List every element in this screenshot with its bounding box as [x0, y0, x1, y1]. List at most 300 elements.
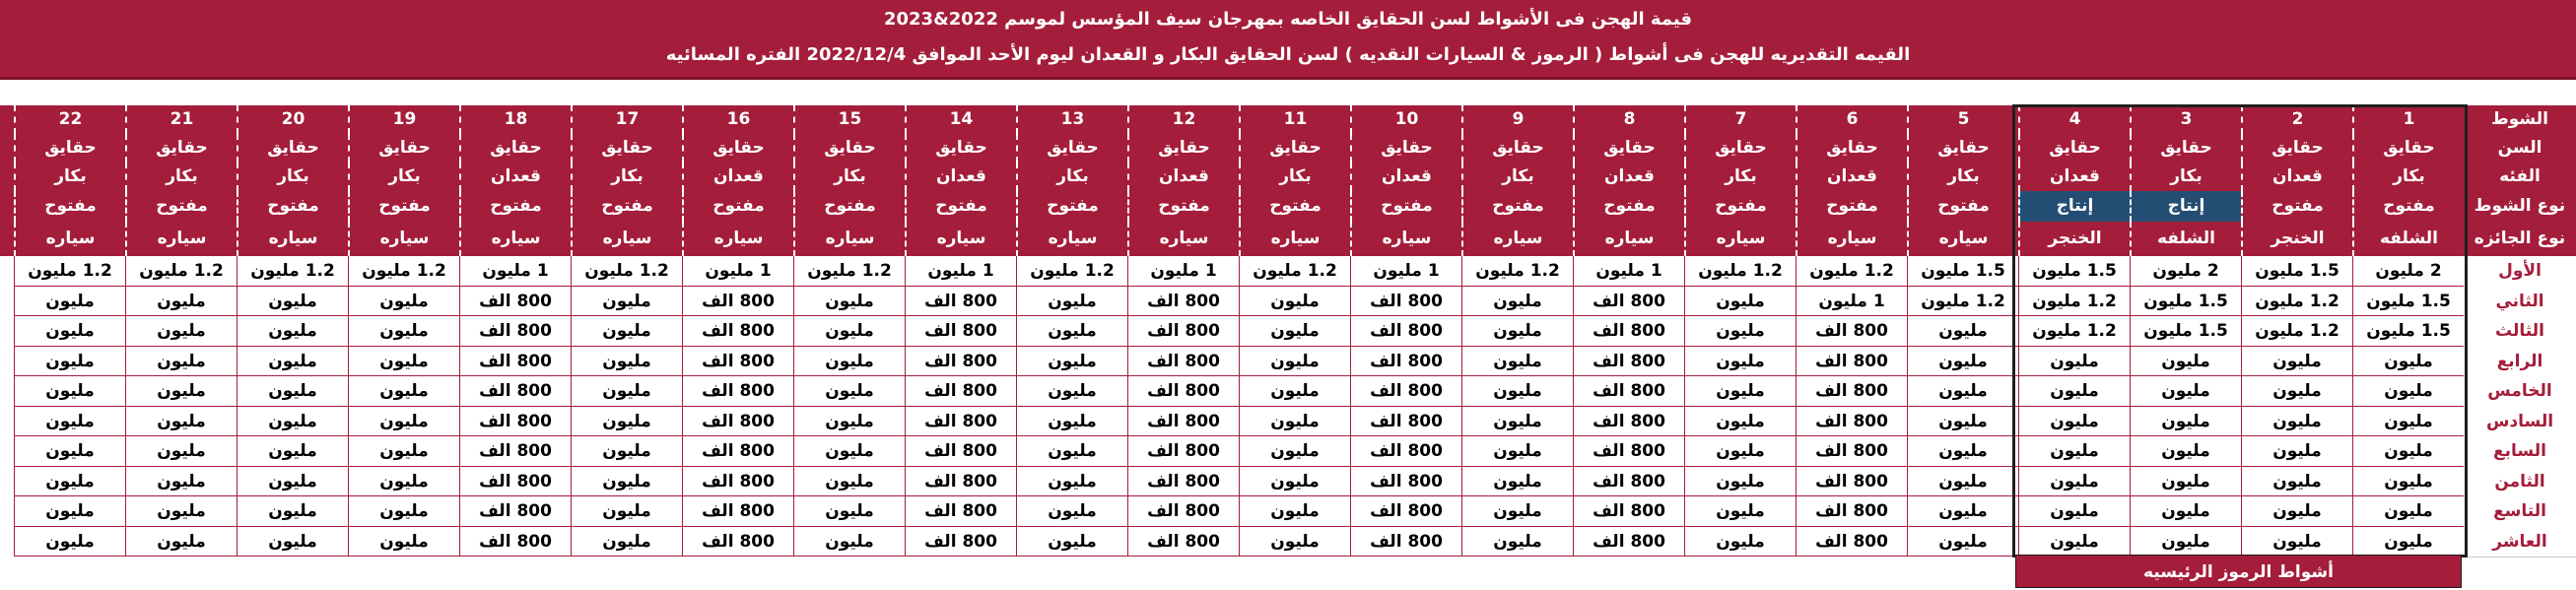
- prize-value-cell: 800 الف: [459, 316, 571, 347]
- header-cell-no: 12: [1127, 105, 1239, 134]
- prize-value-cell: 800 الف: [905, 407, 1016, 437]
- prize-value-cell: 1 مليون: [905, 256, 1016, 287]
- prize-value-cell: 1.5 مليون: [2018, 256, 2130, 287]
- round-column-16: [682, 105, 793, 557]
- prize-value-cell: مليون: [793, 287, 905, 317]
- prize-table: [0, 105, 2576, 557]
- prize-value-cell: مليون: [571, 467, 682, 497]
- header-cell-cat: بكار: [348, 163, 459, 191]
- prize-value-cell: 800 الف: [459, 347, 571, 377]
- header-cell-age: حقايق: [571, 134, 682, 163]
- header-cell-type: مفتوح: [1907, 191, 2018, 222]
- prize-value-cell: 800 الف: [905, 527, 1016, 557]
- header-cell-age: حقايق: [237, 134, 348, 163]
- prize-value-cell: مليون: [1461, 496, 1573, 527]
- prize-value-cell: مليون: [1239, 436, 1350, 467]
- header-cell-no: 6: [1796, 105, 1907, 134]
- prize-value-cell: 800 الف: [905, 376, 1016, 407]
- prize-value-cell: مليون: [2352, 496, 2464, 527]
- prize-value-cell: 800 الف: [459, 407, 571, 437]
- prize-value-cell: مليون: [571, 496, 682, 527]
- prize-value-cell: مليون: [14, 316, 125, 347]
- prize-value-cell: 800 الف: [682, 287, 793, 317]
- round-column-2: [2241, 105, 2352, 557]
- prize-value-cell: مليون: [2241, 407, 2352, 437]
- prize-value-cell: 1 مليون: [682, 256, 793, 287]
- prize-value-cell: مليون: [237, 496, 348, 527]
- header-cell-cat: بكار: [237, 163, 348, 191]
- prize-value-cell: مليون: [2130, 496, 2241, 527]
- prize-value-cell: 1.5 مليون: [1907, 256, 2018, 287]
- prize-value-cell: مليون: [14, 287, 125, 317]
- prize-value-cell: 800 الف: [459, 467, 571, 497]
- prize-value-cell: مليون: [2352, 407, 2464, 437]
- prize-value-cell: مليون: [2018, 407, 2130, 437]
- header-cell-cat: بكار: [1239, 163, 1350, 191]
- prize-value-cell: 800 الف: [1796, 347, 1907, 377]
- header-cell-prize: سياره: [1127, 222, 1239, 256]
- row-label-header-0: الشوط: [2464, 105, 2576, 134]
- header-cell-no: 10: [1350, 105, 1461, 134]
- prize-value-cell: 800 الف: [1350, 527, 1461, 557]
- prize-value-cell: 1 مليون: [1127, 256, 1239, 287]
- header-cell-cat: بكار: [571, 163, 682, 191]
- prize-value-cell: مليون: [1461, 527, 1573, 557]
- prize-value-cell: مليون: [1461, 287, 1573, 317]
- prize-value-cell: 1.5 مليون: [2130, 316, 2241, 347]
- header-cell-type: مفتوح: [793, 191, 905, 222]
- prize-value-cell: مليون: [571, 436, 682, 467]
- round-column-7: [1684, 105, 1796, 557]
- prize-value-cell: مليون: [14, 347, 125, 377]
- header-cell-type: مفتوح: [348, 191, 459, 222]
- prize-value-cell: مليون: [1239, 496, 1350, 527]
- header-cell-no: 21: [125, 105, 237, 134]
- row-label-rank-4: الرابع: [2464, 347, 2576, 378]
- prize-value-cell: مليون: [237, 376, 348, 407]
- prize-value-cell: مليون: [1239, 347, 1350, 377]
- main-symbols-rounds-footer: أشواط الرموز الرئيسيه: [2015, 555, 2462, 588]
- prize-value-cell: مليون: [793, 407, 905, 437]
- prize-value-cell: مليون: [1239, 527, 1350, 557]
- prize-value-cell: 800 الف: [1350, 376, 1461, 407]
- prize-value-cell: مليون: [793, 316, 905, 347]
- prize-value-cell: 800 الف: [1796, 496, 1907, 527]
- header-cell-prize: سياره: [237, 222, 348, 256]
- prize-value-cell: 800 الف: [1573, 376, 1684, 407]
- prize-value-cell: مليون: [1684, 467, 1796, 497]
- prize-value-cell: 1 مليون: [459, 256, 571, 287]
- round-column-21: [125, 105, 237, 557]
- round-column-17: [571, 105, 682, 557]
- header-cell-cat: قعدان: [2241, 163, 2352, 191]
- header-cell-prize: سياره: [348, 222, 459, 256]
- round-column-19: [348, 105, 459, 557]
- header-cell-type: مفتوح: [1573, 191, 1684, 222]
- prize-value-cell: 1.2 مليون: [1239, 256, 1350, 287]
- header-cell-no: 15: [793, 105, 905, 134]
- header-cell-age: حقايق: [1016, 134, 1127, 163]
- row-label-rank-3: الثالث: [2464, 316, 2576, 348]
- round-column-3: [2130, 105, 2241, 557]
- prize-value-cell: مليون: [1016, 496, 1127, 527]
- header-cell-cat: قعدان: [1127, 163, 1239, 191]
- prize-value-cell: مليون: [1907, 347, 2018, 377]
- prize-value-cell: 800 الف: [905, 347, 1016, 377]
- header-cell-type: مفتوح: [682, 191, 793, 222]
- prize-value-cell: مليون: [1684, 527, 1796, 557]
- prize-value-cell: 1.5 مليون: [2352, 287, 2464, 317]
- header-cell-prize: سياره: [1239, 222, 1350, 256]
- prize-value-cell: مليون: [1239, 407, 1350, 437]
- header-cell-age: حقايق: [1573, 134, 1684, 163]
- prize-value-cell: مليون: [348, 316, 459, 347]
- prize-value-cell: مليون: [2130, 467, 2241, 497]
- prize-value-cell: 800 الف: [1127, 527, 1239, 557]
- header-cell-type: مفتوح: [459, 191, 571, 222]
- prize-value-cell: مليون: [125, 496, 237, 527]
- header-cell-age: حقايق: [348, 134, 459, 163]
- row-label-rank-7: السابع: [2464, 436, 2576, 468]
- prize-value-cell: مليون: [571, 407, 682, 437]
- prize-value-cell: 800 الف: [682, 407, 793, 437]
- prize-value-cell: مليون: [2130, 436, 2241, 467]
- prize-value-cell: 800 الف: [905, 436, 1016, 467]
- header-cell-age: حقايق: [1239, 134, 1350, 163]
- header-cell-cat: بكار: [1684, 163, 1796, 191]
- header-cell-prize: سياره: [905, 222, 1016, 256]
- prize-value-cell: مليون: [2130, 376, 2241, 407]
- prize-value-cell: 800 الف: [1573, 467, 1684, 497]
- prize-value-cell: مليون: [793, 376, 905, 407]
- prize-value-cell: مليون: [348, 376, 459, 407]
- prize-value-cell: 1.2 مليون: [2241, 316, 2352, 347]
- prize-value-cell: مليون: [1907, 407, 2018, 437]
- prize-value-cell: مليون: [1684, 436, 1796, 467]
- prize-value-cell: 800 الف: [1127, 347, 1239, 377]
- header-cell-prize: سياره: [1684, 222, 1796, 256]
- prize-value-cell: مليون: [1907, 376, 2018, 407]
- round-column-10: [1350, 105, 1461, 557]
- round-column-15: [793, 105, 905, 557]
- prize-value-cell: مليون: [1016, 436, 1127, 467]
- prize-value-cell: مليون: [2018, 527, 2130, 557]
- prize-value-cell: مليون: [2241, 347, 2352, 377]
- prize-value-cell: مليون: [1016, 407, 1127, 437]
- prize-value-cell: 800 الف: [682, 376, 793, 407]
- prize-value-cell: مليون: [571, 376, 682, 407]
- prize-value-cell: مليون: [237, 287, 348, 317]
- prize-value-cell: مليون: [14, 407, 125, 437]
- header-cell-no: 14: [905, 105, 1016, 134]
- header-cell-prize: سياره: [571, 222, 682, 256]
- prize-value-cell: 1.2 مليون: [1684, 256, 1796, 287]
- header-cell-no: 4: [2018, 105, 2130, 134]
- header-cell-no: 20: [237, 105, 348, 134]
- prize-value-cell: مليون: [2241, 527, 2352, 557]
- header-cell-no: 1: [2352, 105, 2464, 134]
- row-label-rank-1: الأول: [2464, 256, 2576, 288]
- prize-value-cell: مليون: [793, 527, 905, 557]
- header-cell-type: مفتوح: [905, 191, 1016, 222]
- header-cell-cat: بكار: [14, 163, 125, 191]
- row-label-header-1: السن: [2464, 134, 2576, 163]
- round-column-12: [1127, 105, 1239, 557]
- prize-value-cell: 800 الف: [1350, 316, 1461, 347]
- page-subtitle: القيمه التقديريه للهجن فى أشواط ( الرموز & السيارات النقديه ) لسن الحقايق البكار و القعدان ليوم الأحد الموافق 2022/12/4 الفتره المسائيه: [665, 44, 1911, 65]
- header-cell-type: مفتوح: [1350, 191, 1461, 222]
- prize-value-cell: مليون: [14, 527, 125, 557]
- round-column-5: [1907, 105, 2018, 557]
- prize-value-cell: مليون: [1461, 407, 1573, 437]
- prize-value-cell: 800 الف: [1350, 287, 1461, 317]
- header-cell-no: 2: [2241, 105, 2352, 134]
- header-cell-cat: قعدان: [2018, 163, 2130, 191]
- prize-value-cell: 1.2 مليون: [1796, 256, 1907, 287]
- prize-value-cell: مليون: [1461, 376, 1573, 407]
- prize-value-cell: مليون: [793, 436, 905, 467]
- prize-value-cell: مليون: [125, 407, 237, 437]
- prize-value-cell: مليون: [348, 436, 459, 467]
- header-cell-prize: الخنجر: [2018, 222, 2130, 256]
- header-cell-age: حقايق: [14, 134, 125, 163]
- header-cell-no: 5: [1907, 105, 2018, 134]
- prize-value-cell: مليون: [1684, 376, 1796, 407]
- prize-value-cell: 800 الف: [905, 316, 1016, 347]
- prize-value-cell: 1.2 مليون: [2018, 287, 2130, 317]
- prize-value-cell: 800 الف: [1573, 527, 1684, 557]
- prize-value-cell: 1.2 مليون: [571, 256, 682, 287]
- prize-value-cell: مليون: [237, 436, 348, 467]
- header-cell-no: 9: [1461, 105, 1573, 134]
- header-cell-type: مفتوح: [237, 191, 348, 222]
- prize-value-cell: مليون: [2241, 436, 2352, 467]
- header-cell-prize: الشلفه: [2130, 222, 2241, 256]
- header-cell-prize: سياره: [459, 222, 571, 256]
- row-label-header-3: نوع الشوط: [2464, 191, 2576, 222]
- prize-value-cell: مليون: [125, 287, 237, 317]
- prize-value-cell: مليون: [14, 467, 125, 497]
- header-cell-type: مفتوح: [2241, 191, 2352, 222]
- prize-value-cell: مليون: [2130, 347, 2241, 377]
- prize-value-cell: 800 الف: [682, 347, 793, 377]
- prize-value-cell: 800 الف: [1127, 436, 1239, 467]
- prize-value-cell: مليون: [14, 496, 125, 527]
- prize-value-cell: مليون: [571, 527, 682, 557]
- header-cell-age: حقايق: [2352, 134, 2464, 163]
- prize-value-cell: 800 الف: [1796, 436, 1907, 467]
- prize-value-cell: 1.2 مليون: [1461, 256, 1573, 287]
- row-label-rank-10: العاشر: [2464, 527, 2576, 558]
- header-cell-cat: قعدان: [1796, 163, 1907, 191]
- header-cell-type: مفتوح: [571, 191, 682, 222]
- prize-value-cell: مليون: [2241, 376, 2352, 407]
- row-label-rank-2: الثاني: [2464, 287, 2576, 318]
- prize-value-cell: 800 الف: [1127, 407, 1239, 437]
- prize-value-cell: 800 الف: [1350, 496, 1461, 527]
- prize-value-cell: مليون: [1016, 316, 1127, 347]
- header-cell-age: حقايق: [793, 134, 905, 163]
- prize-value-cell: مليون: [2352, 436, 2464, 467]
- prize-value-cell: 2 مليون: [2130, 256, 2241, 287]
- header-cell-prize: سياره: [1573, 222, 1684, 256]
- header-cell-type: مفتوح: [1796, 191, 1907, 222]
- header-cell-type: مفتوح: [125, 191, 237, 222]
- prize-value-cell: مليون: [571, 316, 682, 347]
- prize-value-cell: مليون: [1461, 436, 1573, 467]
- prize-value-cell: 800 الف: [1796, 467, 1907, 497]
- prize-value-cell: 800 الف: [1573, 436, 1684, 467]
- header-cell-cat: قعدان: [1350, 163, 1461, 191]
- header-cell-type: مفتوح: [1239, 191, 1350, 222]
- prize-value-cell: 1.5 مليون: [2241, 256, 2352, 287]
- header-cell-type: مفتوح: [1461, 191, 1573, 222]
- prize-value-cell: مليون: [125, 316, 237, 347]
- header-cell-cat: بكار: [793, 163, 905, 191]
- prize-value-cell: 800 الف: [459, 376, 571, 407]
- prize-value-cell: 800 الف: [1350, 467, 1461, 497]
- header-cell-type: مفتوح: [14, 191, 125, 222]
- prize-value-cell: مليون: [1684, 287, 1796, 317]
- prize-value-cell: 800 الف: [459, 436, 571, 467]
- prize-value-cell: 800 الف: [1127, 316, 1239, 347]
- prize-value-cell: مليون: [14, 376, 125, 407]
- prize-value-cell: مليون: [2130, 527, 2241, 557]
- header-cell-prize: سياره: [125, 222, 237, 256]
- header-cell-age: حقايق: [1907, 134, 2018, 163]
- header-cell-type: مفتوح: [1127, 191, 1239, 222]
- header-cell-cat: قعدان: [459, 163, 571, 191]
- prize-value-cell: 800 الف: [682, 527, 793, 557]
- prize-value-cell: مليون: [237, 467, 348, 497]
- header-cell-age: حقايق: [905, 134, 1016, 163]
- prize-value-cell: مليون: [1239, 376, 1350, 407]
- prize-value-cell: 800 الف: [459, 287, 571, 317]
- round-column-6: [1796, 105, 1907, 557]
- prize-value-cell: مليون: [348, 496, 459, 527]
- header-cell-type: مفتوح: [1684, 191, 1796, 222]
- page-title: قيمة الهجن فى الأشواط لسن الحقايق الخاصه بمهرجان سيف المؤسس لموسم 2022&2023: [883, 9, 1693, 30]
- prize-value-cell: 1 مليون: [1796, 287, 1907, 317]
- prize-value-cell: مليون: [1684, 347, 1796, 377]
- prize-value-cell: 800 الف: [1350, 436, 1461, 467]
- round-column-8: [1573, 105, 1684, 557]
- prize-value-cell: مليون: [1461, 467, 1573, 497]
- header-cell-no: 7: [1684, 105, 1796, 134]
- prize-value-cell: مليون: [1239, 316, 1350, 347]
- prize-value-cell: مليون: [125, 436, 237, 467]
- prize-value-cell: مليون: [1907, 436, 2018, 467]
- prize-value-cell: مليون: [1684, 496, 1796, 527]
- header-cell-cat: بكار: [1461, 163, 1573, 191]
- row-labels-column: [2464, 105, 2576, 557]
- prize-value-cell: مليون: [2018, 347, 2130, 377]
- round-column-18: [459, 105, 571, 557]
- prize-value-cell: 1 مليون: [1350, 256, 1461, 287]
- prize-value-cell: مليون: [348, 407, 459, 437]
- prize-value-cell: 800 الف: [682, 316, 793, 347]
- prize-value-cell: مليون: [1907, 527, 2018, 557]
- header-cell-type: مفتوح: [1016, 191, 1127, 222]
- prize-value-cell: 800 الف: [905, 496, 1016, 527]
- header-cell-age: حقايق: [1461, 134, 1573, 163]
- prize-value-cell: مليون: [348, 287, 459, 317]
- prize-value-cell: 800 الف: [459, 496, 571, 527]
- prize-value-cell: مليون: [793, 347, 905, 377]
- prize-value-cell: 800 الف: [1350, 347, 1461, 377]
- header-cell-no: 17: [571, 105, 682, 134]
- prize-value-cell: مليون: [1016, 376, 1127, 407]
- prize-value-cell: مليون: [2018, 496, 2130, 527]
- prize-value-cell: 1.2 مليون: [237, 256, 348, 287]
- prize-value-cell: مليون: [348, 467, 459, 497]
- prize-value-cell: 1.2 مليون: [1907, 287, 2018, 317]
- prize-value-cell: مليون: [1016, 527, 1127, 557]
- prize-value-cell: مليون: [2352, 347, 2464, 377]
- prize-value-cell: مليون: [1239, 467, 1350, 497]
- prize-value-cell: مليون: [2130, 407, 2241, 437]
- row-label-header-2: الفئه: [2464, 163, 2576, 191]
- header-cell-age: حقايق: [2018, 134, 2130, 163]
- header-cell-prize: سياره: [682, 222, 793, 256]
- prize-value-cell: 800 الف: [1573, 287, 1684, 317]
- prize-value-cell: مليون: [2018, 376, 2130, 407]
- prize-value-cell: مليون: [793, 467, 905, 497]
- prize-value-cell: مليون: [571, 347, 682, 377]
- header-cell-cat: بكار: [125, 163, 237, 191]
- header-cell-prize: سياره: [1461, 222, 1573, 256]
- header-cell-type: إنتاج: [2018, 191, 2130, 222]
- row-label-rank-6: السادس: [2464, 407, 2576, 438]
- prize-value-cell: 800 الف: [459, 527, 571, 557]
- prize-value-cell: 800 الف: [1127, 376, 1239, 407]
- prize-value-cell: 800 الف: [682, 496, 793, 527]
- header-cell-cat: بكار: [2130, 163, 2241, 191]
- header-cell-age: حقايق: [2241, 134, 2352, 163]
- prize-value-cell: مليون: [1684, 407, 1796, 437]
- prize-value-cell: 1.2 مليون: [14, 256, 125, 287]
- prize-value-cell: 1.5 مليون: [2352, 316, 2464, 347]
- header-cell-prize: سياره: [793, 222, 905, 256]
- prize-value-cell: مليون: [1907, 496, 2018, 527]
- header-cell-type: مفتوح: [2352, 191, 2464, 222]
- prize-value-cell: 1.2 مليون: [2018, 316, 2130, 347]
- header-cell-age: حقايق: [459, 134, 571, 163]
- prize-value-cell: 800 الف: [1796, 316, 1907, 347]
- prize-value-cell: مليون: [2352, 467, 2464, 497]
- header-cell-no: 16: [682, 105, 793, 134]
- prize-value-cell: مليون: [348, 347, 459, 377]
- prize-value-cell: مليون: [125, 527, 237, 557]
- prize-value-cell: مليون: [237, 316, 348, 347]
- prize-value-cell: 1 مليون: [1573, 256, 1684, 287]
- prize-value-cell: مليون: [1239, 287, 1350, 317]
- header-cell-no: 13: [1016, 105, 1127, 134]
- prize-value-cell: مليون: [2241, 496, 2352, 527]
- prize-value-cell: مليون: [1907, 316, 2018, 347]
- prize-value-cell: 800 الف: [1350, 407, 1461, 437]
- header-cell-prize: سياره: [1796, 222, 1907, 256]
- prize-value-cell: مليون: [2352, 376, 2464, 407]
- header-cell-age: حقايق: [1684, 134, 1796, 163]
- prize-value-cell: 800 الف: [682, 467, 793, 497]
- row-label-rank-9: التاسع: [2464, 496, 2576, 528]
- header-cell-age: حقايق: [682, 134, 793, 163]
- prize-value-cell: 800 الف: [1573, 496, 1684, 527]
- prize-value-cell: مليون: [237, 347, 348, 377]
- header-cell-type: إنتاج: [2130, 191, 2241, 222]
- header-cell-prize: سياره: [1016, 222, 1127, 256]
